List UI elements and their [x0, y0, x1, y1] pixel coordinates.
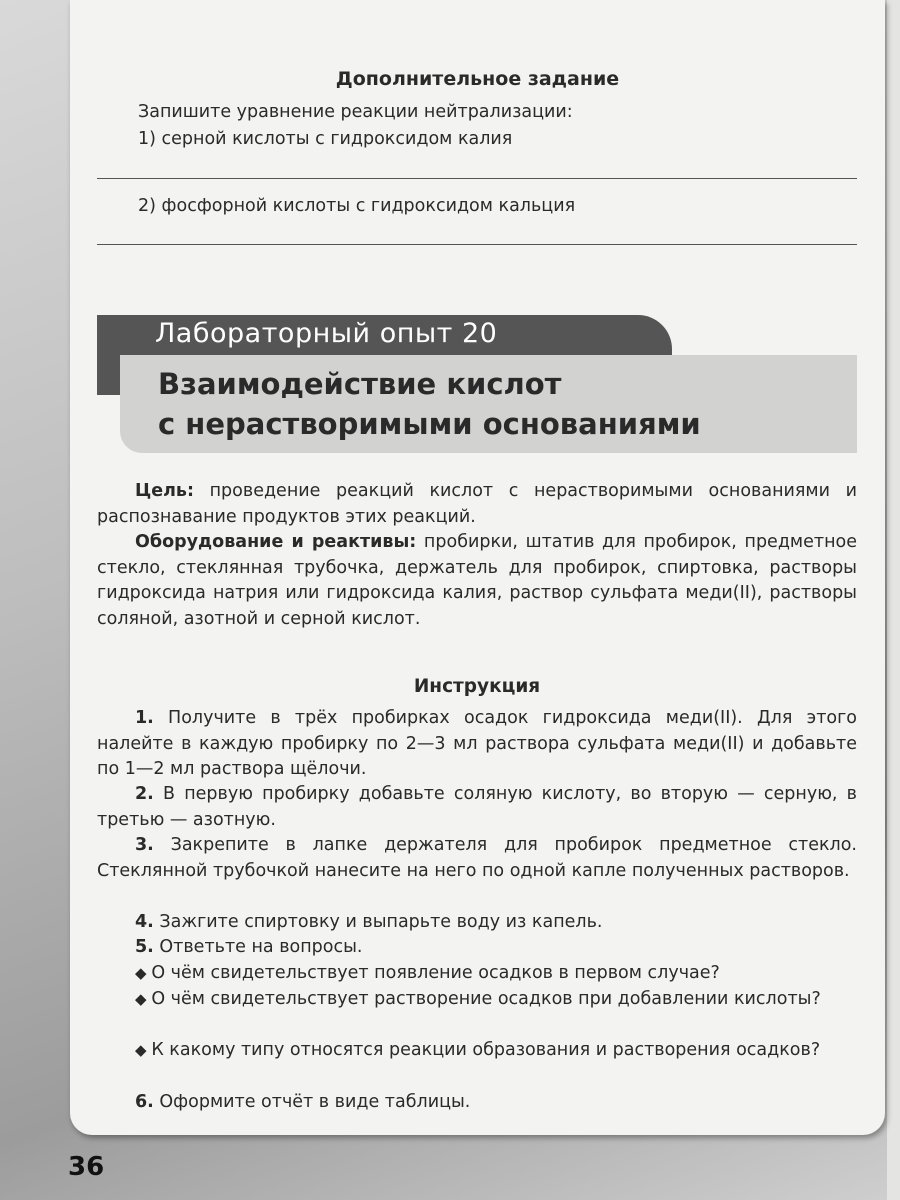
- instruction-step-6: [97, 1090, 857, 1116]
- step-text: Закрепите в лапке держателя для пробирок предметное стекло. Стеклянной трубочкой нанесите на него по одной капле полученных растворов.: [97, 835, 857, 881]
- instruction-step-3: [97, 833, 857, 884]
- step-number: 6.: [135, 1092, 154, 1112]
- extra-task-title: Дополнительное задание: [335, 68, 620, 90]
- next-page-edge: [887, 0, 900, 1200]
- lab-title-line-1: Взаимодействие кислот: [158, 367, 562, 401]
- step-number: 3.: [135, 835, 154, 855]
- extra-task-item-2: 2) фосфорной кислоты с гидроксидом кальция: [138, 196, 576, 216]
- step-text: Ответьте на вопросы.: [153, 937, 363, 957]
- diamond-bullet-icon: ◆: [135, 990, 152, 1008]
- step-number: 1.: [135, 708, 154, 728]
- page-number: 36: [68, 1152, 105, 1182]
- question-text: О чём свидетельствует появление осадков в первом случае?: [151, 963, 720, 983]
- equipment-label: Оборудование и реактивы:: [135, 532, 417, 552]
- question-text: О чём свидетельствует растворение осадков при добавлении кислоты?: [151, 989, 821, 1009]
- goal-label: Цель:: [135, 481, 194, 501]
- step-text: В первую пробирку добавьте соляную кислоту, во вторую — серную, в третью — азотную.: [97, 784, 857, 830]
- step-text: Получите в трёх пробирках осадок гидроксида меди(II). Для этого налейте в каждую пробирку по 2—3 мл раствора сульфата меди(II) и добавьте по 1—2 мл раствора щёлочи.: [97, 708, 857, 779]
- goal-text: проведение реакций кислот с нерастворимыми основаниями и распознавание продуктов этих реакций.: [97, 481, 857, 527]
- extra-task-prompt: Запишите уравнение реакции нейтрализации:: [138, 102, 573, 122]
- lab-title-line-2: с нерастворимыми основаниями: [158, 407, 701, 441]
- answer-line-2[interactable]: [97, 244, 857, 245]
- diamond-bullet-icon: ◆: [135, 964, 152, 982]
- instruction-heading: Инструкция: [413, 676, 541, 697]
- diamond-bullet-icon: ◆: [135, 1041, 152, 1059]
- lab-title: [158, 364, 701, 444]
- goal-paragraph: [97, 479, 857, 530]
- instruction-step-5: [97, 935, 857, 961]
- extra-task-item-1: 1) серной кислоты с гидроксидом калия: [138, 129, 513, 149]
- question-text: К какому типу относятся реакции образования и растворения осадков?: [151, 1040, 821, 1060]
- instruction-step-2: [97, 782, 857, 833]
- step-text: Оформите отчёт в виде таблицы.: [153, 1092, 471, 1112]
- step-text: Зажгите спиртовку и выпарьте воду из капель.: [153, 912, 603, 932]
- equipment-text: пробирки, штатив для пробирок, предметное стекло, стеклянная трубочка, держатель для пробирок, спиртовка, растворы гидроксида натрия или гидроксида калия, раствор сульфата меди(II), растворы соляной, азотной и серной кислот.: [97, 532, 857, 629]
- step-number: 4.: [135, 912, 154, 932]
- answer-line-1[interactable]: [97, 178, 857, 179]
- question-1: [97, 961, 857, 987]
- step-number: 5.: [135, 937, 154, 957]
- lab-label: Лабораторный опыт 20: [155, 318, 498, 349]
- question-2: [97, 987, 857, 1013]
- question-3: [97, 1038, 857, 1064]
- instruction-step-4: [97, 910, 857, 936]
- step-number: 2.: [135, 784, 154, 804]
- equipment-paragraph: [97, 530, 857, 632]
- instruction-step-1: [97, 706, 857, 783]
